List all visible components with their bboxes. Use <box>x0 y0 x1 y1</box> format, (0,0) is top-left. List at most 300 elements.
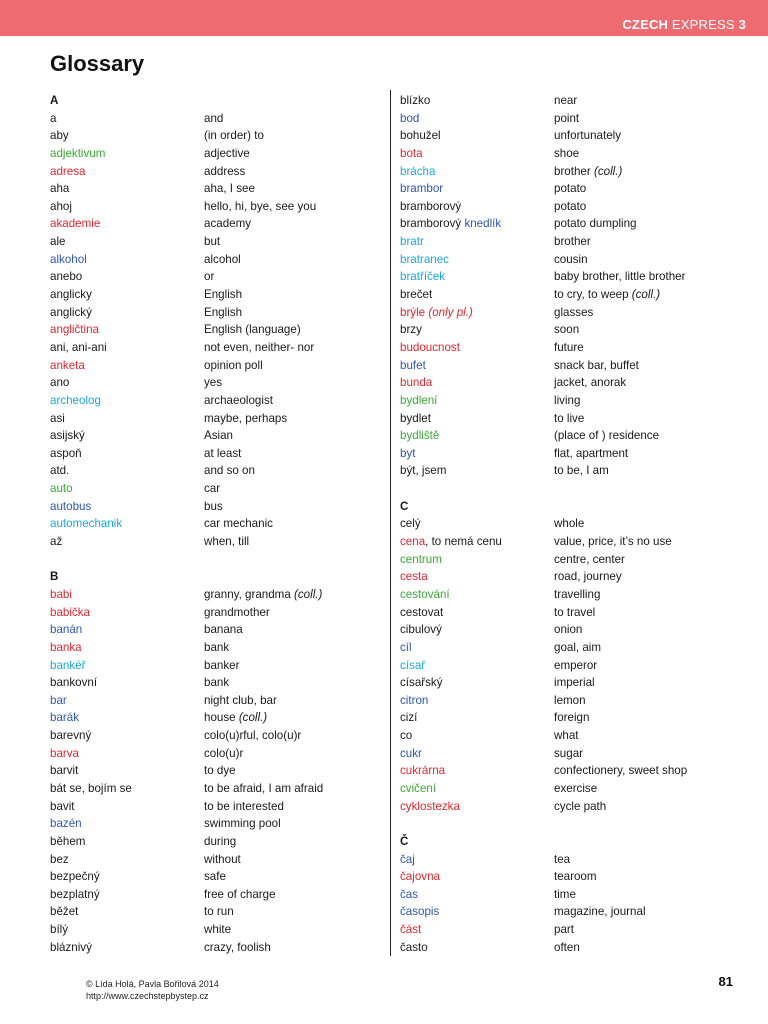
czech-term-part: bunda <box>400 376 433 390</box>
english-translation <box>554 551 760 569</box>
english-translation-part: free of charge <box>204 887 276 901</box>
czech-term <box>50 533 204 551</box>
english-translation-part: bank <box>204 676 230 690</box>
english-translation-part: (in order) to <box>204 129 264 143</box>
czech-term-part: angličtina <box>50 323 99 337</box>
czech-term-part: bazén <box>50 817 82 831</box>
glossary-entry <box>50 939 380 957</box>
czech-term <box>400 586 554 604</box>
czech-term <box>50 762 204 780</box>
english-translation-part: value, price, it’s no use <box>554 535 672 549</box>
english-translation-part: car <box>204 482 221 496</box>
czech-term <box>50 674 204 692</box>
glossary-entry <box>400 639 760 657</box>
czech-term-part: akademie <box>50 217 101 231</box>
glossary-entry <box>400 515 760 533</box>
glossary-entry <box>50 127 380 145</box>
english-translation <box>204 745 380 763</box>
czech-term <box>400 939 554 957</box>
czech-term <box>400 445 554 463</box>
czech-term <box>50 515 204 533</box>
czech-term-part: často <box>400 940 428 954</box>
glossary-column-right <box>400 92 760 956</box>
czech-term <box>400 427 554 445</box>
glossary-entry <box>400 762 760 780</box>
czech-term <box>400 127 554 145</box>
glossary-entry <box>400 568 760 586</box>
english-translation <box>554 886 760 904</box>
english-translation-part: jacket, anorak <box>554 376 627 390</box>
czech-term-part: bydlet <box>400 411 431 425</box>
glossary-entry <box>50 639 380 657</box>
czech-term-part: barák <box>50 711 80 725</box>
czech-term-part: autobus <box>50 499 92 513</box>
english-translation-part: opinion poll <box>204 358 263 372</box>
english-translation-part: banker <box>204 658 240 672</box>
english-translation <box>554 657 760 675</box>
czech-term-part: cukr <box>400 746 422 760</box>
english-translation-part: centre, center <box>554 552 625 566</box>
glossary-entry <box>400 798 760 816</box>
english-translation-part: to be afraid, I am afraid <box>204 781 324 795</box>
czech-term-part: atd. <box>50 464 70 478</box>
english-translation-part: travelling <box>554 587 601 601</box>
czech-term-part: čajovna <box>400 870 440 884</box>
glossary-entry <box>50 815 380 833</box>
czech-term <box>400 551 554 569</box>
glossary-entry <box>50 515 380 533</box>
english-translation-part: time <box>554 887 576 901</box>
czech-term-part: blízko <box>400 94 431 107</box>
czech-term <box>50 462 204 480</box>
czech-term-part: barvit <box>50 764 79 778</box>
czech-term <box>50 321 204 339</box>
glossary-entry <box>400 215 760 233</box>
english-translation <box>204 145 380 163</box>
section-letter: B <box>50 570 59 584</box>
english-translation <box>204 233 380 251</box>
glossary-entry <box>50 198 380 216</box>
czech-term <box>50 815 204 833</box>
czech-term <box>400 180 554 198</box>
czech-term <box>400 709 554 727</box>
czech-term <box>50 586 204 604</box>
english-translation-part: part <box>554 923 574 937</box>
english-translation-part: crazy, foolish <box>204 940 271 954</box>
czech-term <box>50 798 204 816</box>
czech-term <box>400 215 554 233</box>
czech-term-part: cvičení <box>400 781 437 795</box>
english-translation <box>204 939 380 957</box>
english-translation <box>554 127 760 145</box>
glossary-entry <box>50 233 380 251</box>
czech-term <box>50 692 204 710</box>
glossary-entry <box>50 762 380 780</box>
glossary-entry <box>50 745 380 763</box>
english-translation-part: granny, grandma <box>204 587 295 601</box>
czech-term-part: bydlení <box>400 393 438 407</box>
czech-term-part: časopis <box>400 905 440 919</box>
czech-term <box>400 604 554 622</box>
czech-term-part: aby <box>50 129 69 143</box>
brand-title <box>622 17 746 33</box>
czech-term <box>50 657 204 675</box>
czech-term-part: cestovat <box>400 605 444 619</box>
english-translation <box>204 357 380 375</box>
czech-term <box>50 727 204 745</box>
english-translation-part: during <box>204 834 237 848</box>
english-translation <box>554 286 760 304</box>
czech-term <box>50 427 204 445</box>
czech-term-part: brečet <box>400 288 433 302</box>
section-spacer <box>50 551 380 569</box>
czech-term-part: bát se, bojím se <box>50 781 132 795</box>
glossary-entry <box>400 251 760 269</box>
english-translation-part: English (language) <box>204 323 301 337</box>
column-divider <box>390 90 391 956</box>
english-translation <box>204 180 380 198</box>
english-translation-part: potato dumpling <box>554 217 637 231</box>
czech-term <box>50 198 204 216</box>
czech-term <box>50 921 204 939</box>
english-translation <box>554 604 760 622</box>
glossary-entry <box>400 674 760 692</box>
english-translation <box>204 621 380 639</box>
czech-term <box>400 533 554 551</box>
english-translation <box>204 215 380 233</box>
english-translation-part: emperor <box>554 658 598 672</box>
glossary-entry <box>50 798 380 816</box>
glossary-entry <box>400 427 760 445</box>
brand-light: EXPRESS <box>668 17 739 32</box>
czech-term <box>400 886 554 904</box>
glossary-entry <box>50 286 380 304</box>
czech-term-part: bez <box>50 852 69 866</box>
english-translation-part: English <box>204 305 243 319</box>
czech-term-part: bláznivý <box>50 940 92 954</box>
czech-term <box>50 392 204 410</box>
glossary-entry <box>50 180 380 198</box>
czech-term <box>400 798 554 816</box>
czech-term <box>50 286 204 304</box>
czech-term-part: babička <box>50 605 90 619</box>
glossary-entry <box>50 727 380 745</box>
brand-bold: CZECH <box>622 17 669 32</box>
english-translation-part: yes <box>204 376 223 390</box>
czech-term <box>400 233 554 251</box>
english-translation <box>204 798 380 816</box>
czech-term-part: banka <box>50 640 82 654</box>
english-translation-part: imperial <box>554 676 595 690</box>
english-translation-part: whole <box>554 517 585 531</box>
english-translation <box>204 886 380 904</box>
english-translation-part: road, journey <box>554 570 622 584</box>
glossary-entry <box>400 268 760 286</box>
glossary-entry <box>400 286 760 304</box>
czech-term <box>50 339 204 357</box>
english-translation-part: cycle path <box>554 799 607 813</box>
glossary-entry <box>400 551 760 569</box>
czech-term-part: asijský <box>50 429 85 443</box>
english-translation <box>554 304 760 322</box>
glossary-entry <box>400 939 760 957</box>
czech-term-part: budoucnost <box>400 340 460 354</box>
english-translation <box>554 639 760 657</box>
glossary-entry <box>400 163 760 181</box>
glossary-entry <box>50 657 380 675</box>
glossary-entry <box>50 604 380 622</box>
czech-term <box>400 110 554 128</box>
english-translation <box>204 304 380 322</box>
czech-term-part: bankéř <box>50 658 86 672</box>
english-translation-part: house <box>204 711 239 725</box>
english-translation-part: academy <box>204 217 252 231</box>
czech-term-part: anglický <box>50 305 92 319</box>
glossary-entry <box>50 427 380 445</box>
czech-term <box>400 868 554 886</box>
glossary-entry <box>50 445 380 463</box>
glossary-entry <box>50 268 380 286</box>
czech-term <box>50 939 204 957</box>
header-bar <box>0 0 768 36</box>
glossary-entry <box>50 921 380 939</box>
english-translation-part: soon <box>554 323 580 337</box>
english-translation <box>554 198 760 216</box>
english-translation-part: banana <box>204 623 243 637</box>
czech-term <box>400 321 554 339</box>
glossary-entry <box>400 445 760 463</box>
czech-term-part: anglicky <box>50 288 92 302</box>
english-translation <box>204 163 380 181</box>
english-translation-part: bus <box>204 499 223 513</box>
glossary-entry <box>50 215 380 233</box>
czech-term-part: běžet <box>50 905 79 919</box>
czech-term <box>50 163 204 181</box>
glossary-entry <box>400 198 760 216</box>
czech-term-part: ahoj <box>50 199 72 213</box>
english-translation-part: to travel <box>554 605 596 619</box>
glossary-entry <box>400 780 760 798</box>
czech-term-part: až <box>50 535 63 549</box>
czech-term-part: centrum <box>400 552 442 566</box>
glossary-entry <box>50 498 380 516</box>
glossary-entry <box>50 692 380 710</box>
glossary-entry <box>400 321 760 339</box>
czech-term <box>50 639 204 657</box>
english-translation <box>554 374 760 392</box>
glossary-entry <box>50 621 380 639</box>
english-translation-part: baby brother, little brother <box>554 270 686 284</box>
glossary-entry <box>50 392 380 410</box>
english-translation-part: address <box>204 164 246 178</box>
english-translation <box>204 198 380 216</box>
czech-term <box>400 921 554 939</box>
glossary-entry <box>400 233 760 251</box>
english-translation-part: colo(u)r <box>204 746 244 760</box>
czech-term <box>50 886 204 904</box>
glossary-entry <box>50 868 380 886</box>
glossary-entry <box>50 586 380 604</box>
czech-term-part: cizí <box>400 711 418 725</box>
czech-term-part: co <box>400 729 413 743</box>
english-translation-part: when, till <box>204 535 250 549</box>
glossary-entry <box>50 304 380 322</box>
czech-term-part: cukrárna <box>400 764 446 778</box>
english-translation <box>554 410 760 428</box>
czech-term-part: císařský <box>400 676 443 690</box>
english-translation-part: bank <box>204 640 230 654</box>
glossary-entry <box>400 604 760 622</box>
czech-term-part: cíl <box>400 640 412 654</box>
english-translation <box>204 762 380 780</box>
czech-term-part: banán <box>50 623 83 637</box>
czech-term <box>400 568 554 586</box>
glossary-entry <box>400 868 760 886</box>
czech-term-part: (only pl.) <box>428 305 473 319</box>
english-translation-part: snack bar, buffet <box>554 358 639 372</box>
czech-term <box>50 851 204 869</box>
czech-term-part: , to nemá cenu <box>425 535 502 549</box>
glossary-entry <box>50 851 380 869</box>
czech-term-part: cesta <box>400 570 428 584</box>
english-translation-part: maybe, perhaps <box>204 411 288 425</box>
czech-term <box>400 727 554 745</box>
glossary-entry <box>50 833 380 851</box>
english-translation <box>554 427 760 445</box>
english-translation <box>554 621 760 639</box>
english-translation <box>554 692 760 710</box>
czech-term <box>400 657 554 675</box>
english-translation <box>204 727 380 745</box>
english-translation <box>554 921 760 939</box>
czech-term-part: aspoň <box>50 446 82 460</box>
english-translation <box>204 604 380 622</box>
glossary-entry <box>400 410 760 428</box>
english-translation <box>554 163 760 181</box>
czech-term <box>50 110 204 128</box>
glossary-entry <box>50 709 380 727</box>
czech-term-part: brzy <box>400 323 422 337</box>
english-translation-part: foreign <box>554 711 590 725</box>
glossary-entry <box>50 886 380 904</box>
english-translation-part: lemon <box>554 693 586 707</box>
czech-term-part: alkohol <box>50 252 87 266</box>
czech-term <box>50 180 204 198</box>
czech-term-part: cena <box>400 535 426 549</box>
czech-term-part: bramborový <box>400 199 462 213</box>
english-translation <box>554 92 760 110</box>
english-translation <box>554 268 760 286</box>
english-translation-part: what <box>554 729 579 743</box>
czech-term-part: brácha <box>400 164 436 178</box>
english-translation-part: or <box>204 270 215 284</box>
glossary-entry <box>50 462 380 480</box>
czech-term-part: během <box>50 834 86 848</box>
english-translation-part: future <box>554 340 584 354</box>
page-number: 81 <box>718 974 733 989</box>
czech-term-part: asi <box>50 411 65 425</box>
czech-term <box>400 286 554 304</box>
glossary-entry <box>400 180 760 198</box>
glossary-entry <box>400 357 760 375</box>
english-translation-part: point <box>554 111 580 125</box>
czech-term-part: babi <box>50 587 72 601</box>
english-translation-part: swimming pool <box>204 817 281 831</box>
glossary-entry <box>50 674 380 692</box>
english-translation <box>554 357 760 375</box>
czech-term-part: brýle <box>400 305 429 319</box>
english-translation <box>554 939 760 957</box>
czech-term-part: část <box>400 923 422 937</box>
czech-term <box>400 268 554 286</box>
english-translation-part: magazine, journal <box>554 905 646 919</box>
website-url: http://www.czechstepbystep.cz <box>86 991 209 1001</box>
czech-term-part: cibulový <box>400 623 442 637</box>
czech-term-part: bufet <box>400 358 426 372</box>
english-translation-part: cousin <box>554 252 588 266</box>
english-translation <box>554 727 760 745</box>
czech-term <box>50 251 204 269</box>
english-translation-part: (coll.) <box>631 288 661 302</box>
glossary-entry <box>400 886 760 904</box>
english-translation-part: onion <box>554 623 583 637</box>
english-translation <box>554 903 760 921</box>
czech-term-part: automechanik <box>50 517 123 531</box>
english-translation <box>204 462 380 480</box>
czech-term-part: ale <box>50 235 66 249</box>
czech-term <box>400 357 554 375</box>
czech-term <box>400 374 554 392</box>
czech-term-part: adresa <box>50 164 86 178</box>
czech-term-part: ani, ani-ani <box>50 340 107 354</box>
czech-term <box>50 868 204 886</box>
page-title: Glossary <box>50 51 145 76</box>
glossary-entry <box>400 657 760 675</box>
english-translation-part: adjective <box>204 146 250 160</box>
english-translation <box>554 568 760 586</box>
english-translation <box>204 392 380 410</box>
czech-term <box>400 92 554 110</box>
czech-term <box>400 304 554 322</box>
english-translation-part: tea <box>554 852 571 866</box>
czech-term-part: cyklostezka <box>400 799 460 813</box>
czech-term <box>400 639 554 657</box>
copyright-text: © Lída Holá, Pavla Bořilová 2014 <box>86 979 219 989</box>
glossary-entry <box>400 851 760 869</box>
english-translation-part: English <box>204 288 243 302</box>
czech-term <box>50 745 204 763</box>
english-translation-part: (coll.) <box>294 587 323 601</box>
czech-term-part: cestování <box>400 587 450 601</box>
glossary-entry <box>400 533 760 551</box>
czech-term-part: bezpečný <box>50 870 100 884</box>
glossary-entry <box>400 745 760 763</box>
english-translation-part: Asian <box>204 429 234 443</box>
glossary-entry <box>400 304 760 322</box>
czech-term <box>50 780 204 798</box>
english-translation-part: (coll.) <box>593 164 623 178</box>
glossary-entry <box>400 392 760 410</box>
english-translation <box>554 339 760 357</box>
english-translation-part: glasses <box>554 305 594 319</box>
english-translation <box>554 674 760 692</box>
glossary-entry <box>50 339 380 357</box>
czech-term-part: barva <box>50 746 80 760</box>
english-translation-part: night club, bar <box>204 693 277 707</box>
glossary-entry <box>400 339 760 357</box>
english-translation <box>554 745 760 763</box>
english-translation-part: to dye <box>204 764 236 778</box>
